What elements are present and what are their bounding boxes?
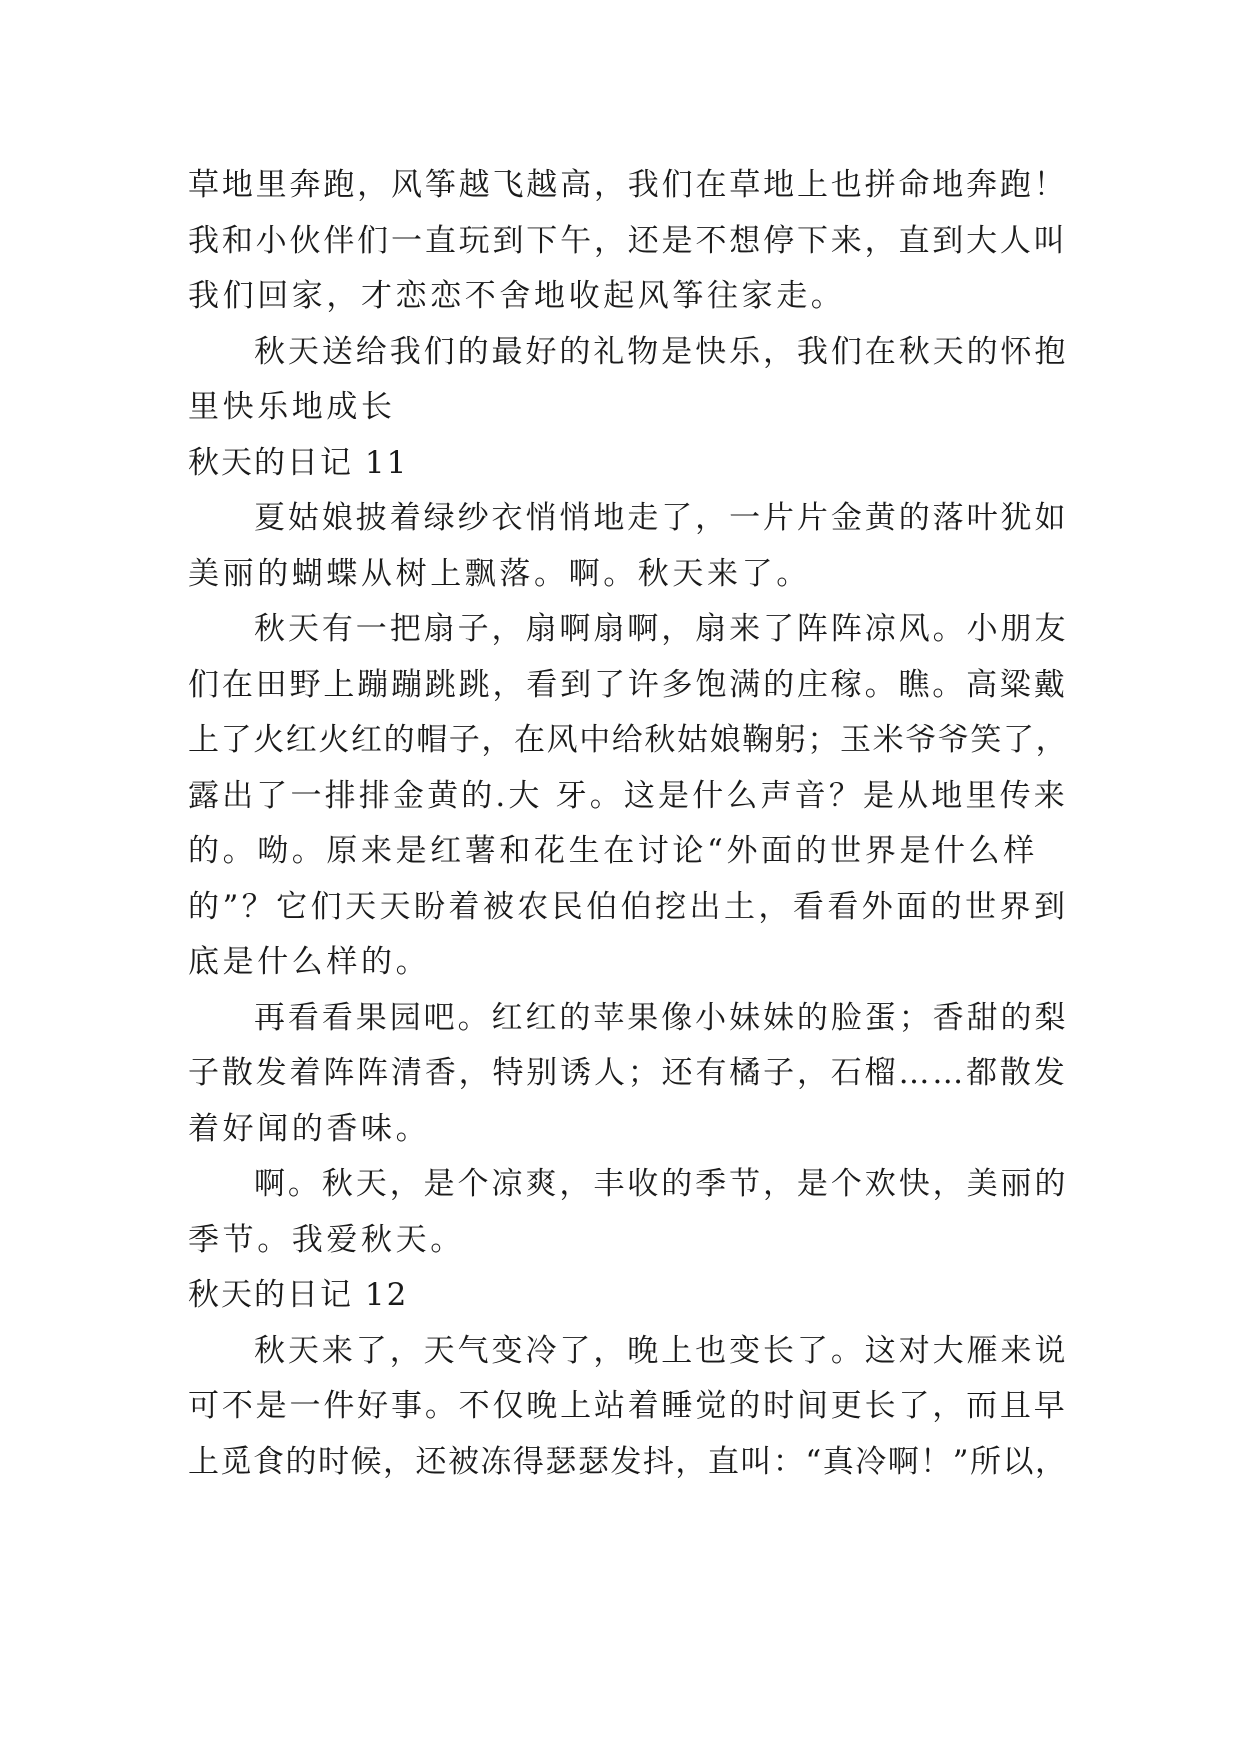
text-line: 着好闻的香味。 xyxy=(188,1110,431,1147)
text-line: 草地里奔跑，风筝越飞越高，我们在草地上也拼命地奔跑！ xyxy=(188,167,1068,203)
text-line: 里快乐地成长 xyxy=(188,389,396,425)
document-body xyxy=(188,158,1069,1490)
text-line: 秋天来了，天气变冷了，晚上也变长了。这对大雁来说 xyxy=(254,1332,1069,1369)
text-line: 我和小伙伴们一直玩到下午，还是不想停下来，直到大人叫 xyxy=(188,222,1068,259)
text-line: 们在田野上蹦蹦跳跳，看到了许多饱满的庄稼。瞧。高粱戴 xyxy=(188,666,1068,703)
text-line: 的”？它们天天盼着被农民伯伯挖出土，看看外面的世界到 xyxy=(188,888,1069,925)
text-line: 秋天有一把扇子，扇啊扇啊，扇来了阵阵凉风。小朋友 xyxy=(254,611,1069,647)
text-line: 底是什么样的。 xyxy=(188,944,431,980)
text-line: 再看看果园吧。红红的苹果像小妹妹的脸蛋；香甜的梨 xyxy=(254,999,1069,1036)
text-line: 季节。我爱秋天。 xyxy=(188,1221,465,1258)
diary-heading: 秋天的日记 11 xyxy=(188,444,409,481)
text-line: 子散发着阵阵清香，特别诱人；还有橘子，石榴……都散发 xyxy=(188,1055,1068,1091)
text-line: 啊。秋天，是个凉爽，丰收的季节，是个欢快，美丽的 xyxy=(254,1166,1069,1202)
text-line: 露出了一排排金黄的.大 牙。这是什么声音？是从地里传来 xyxy=(188,777,1068,814)
text-line: 我们回家，才恋恋不舍地收起风筝往家走。 xyxy=(188,278,846,314)
text-line: 上觅食的时候，还被冻得瑟瑟发抖，直叫：“真冷啊！”所以， xyxy=(188,1443,1068,1480)
text-line: 秋天送给我们的最好的礼物是快乐，我们在秋天的怀抱 xyxy=(254,333,1069,370)
text-line: 夏姑娘披着绿纱衣悄悄地走了，一片片金黄的落叶犹如 xyxy=(254,500,1069,536)
text-line: 可不是一件好事。不仅晚上站着睡觉的时间更长了，而且早 xyxy=(188,1388,1068,1424)
text-line: 美丽的蝴蝶从树上飘落。啊。秋天来了。 xyxy=(188,555,811,592)
text-line: 的。呦。原来是红薯和花生在讨论“外面的世界是什么样 xyxy=(188,833,1038,869)
diary-heading: 秋天的日记 12 xyxy=(188,1277,409,1313)
text-line: 上了火红火红的帽子，在风中给秋姑娘鞠躬；玉米爷爷笑了， xyxy=(188,722,1069,758)
